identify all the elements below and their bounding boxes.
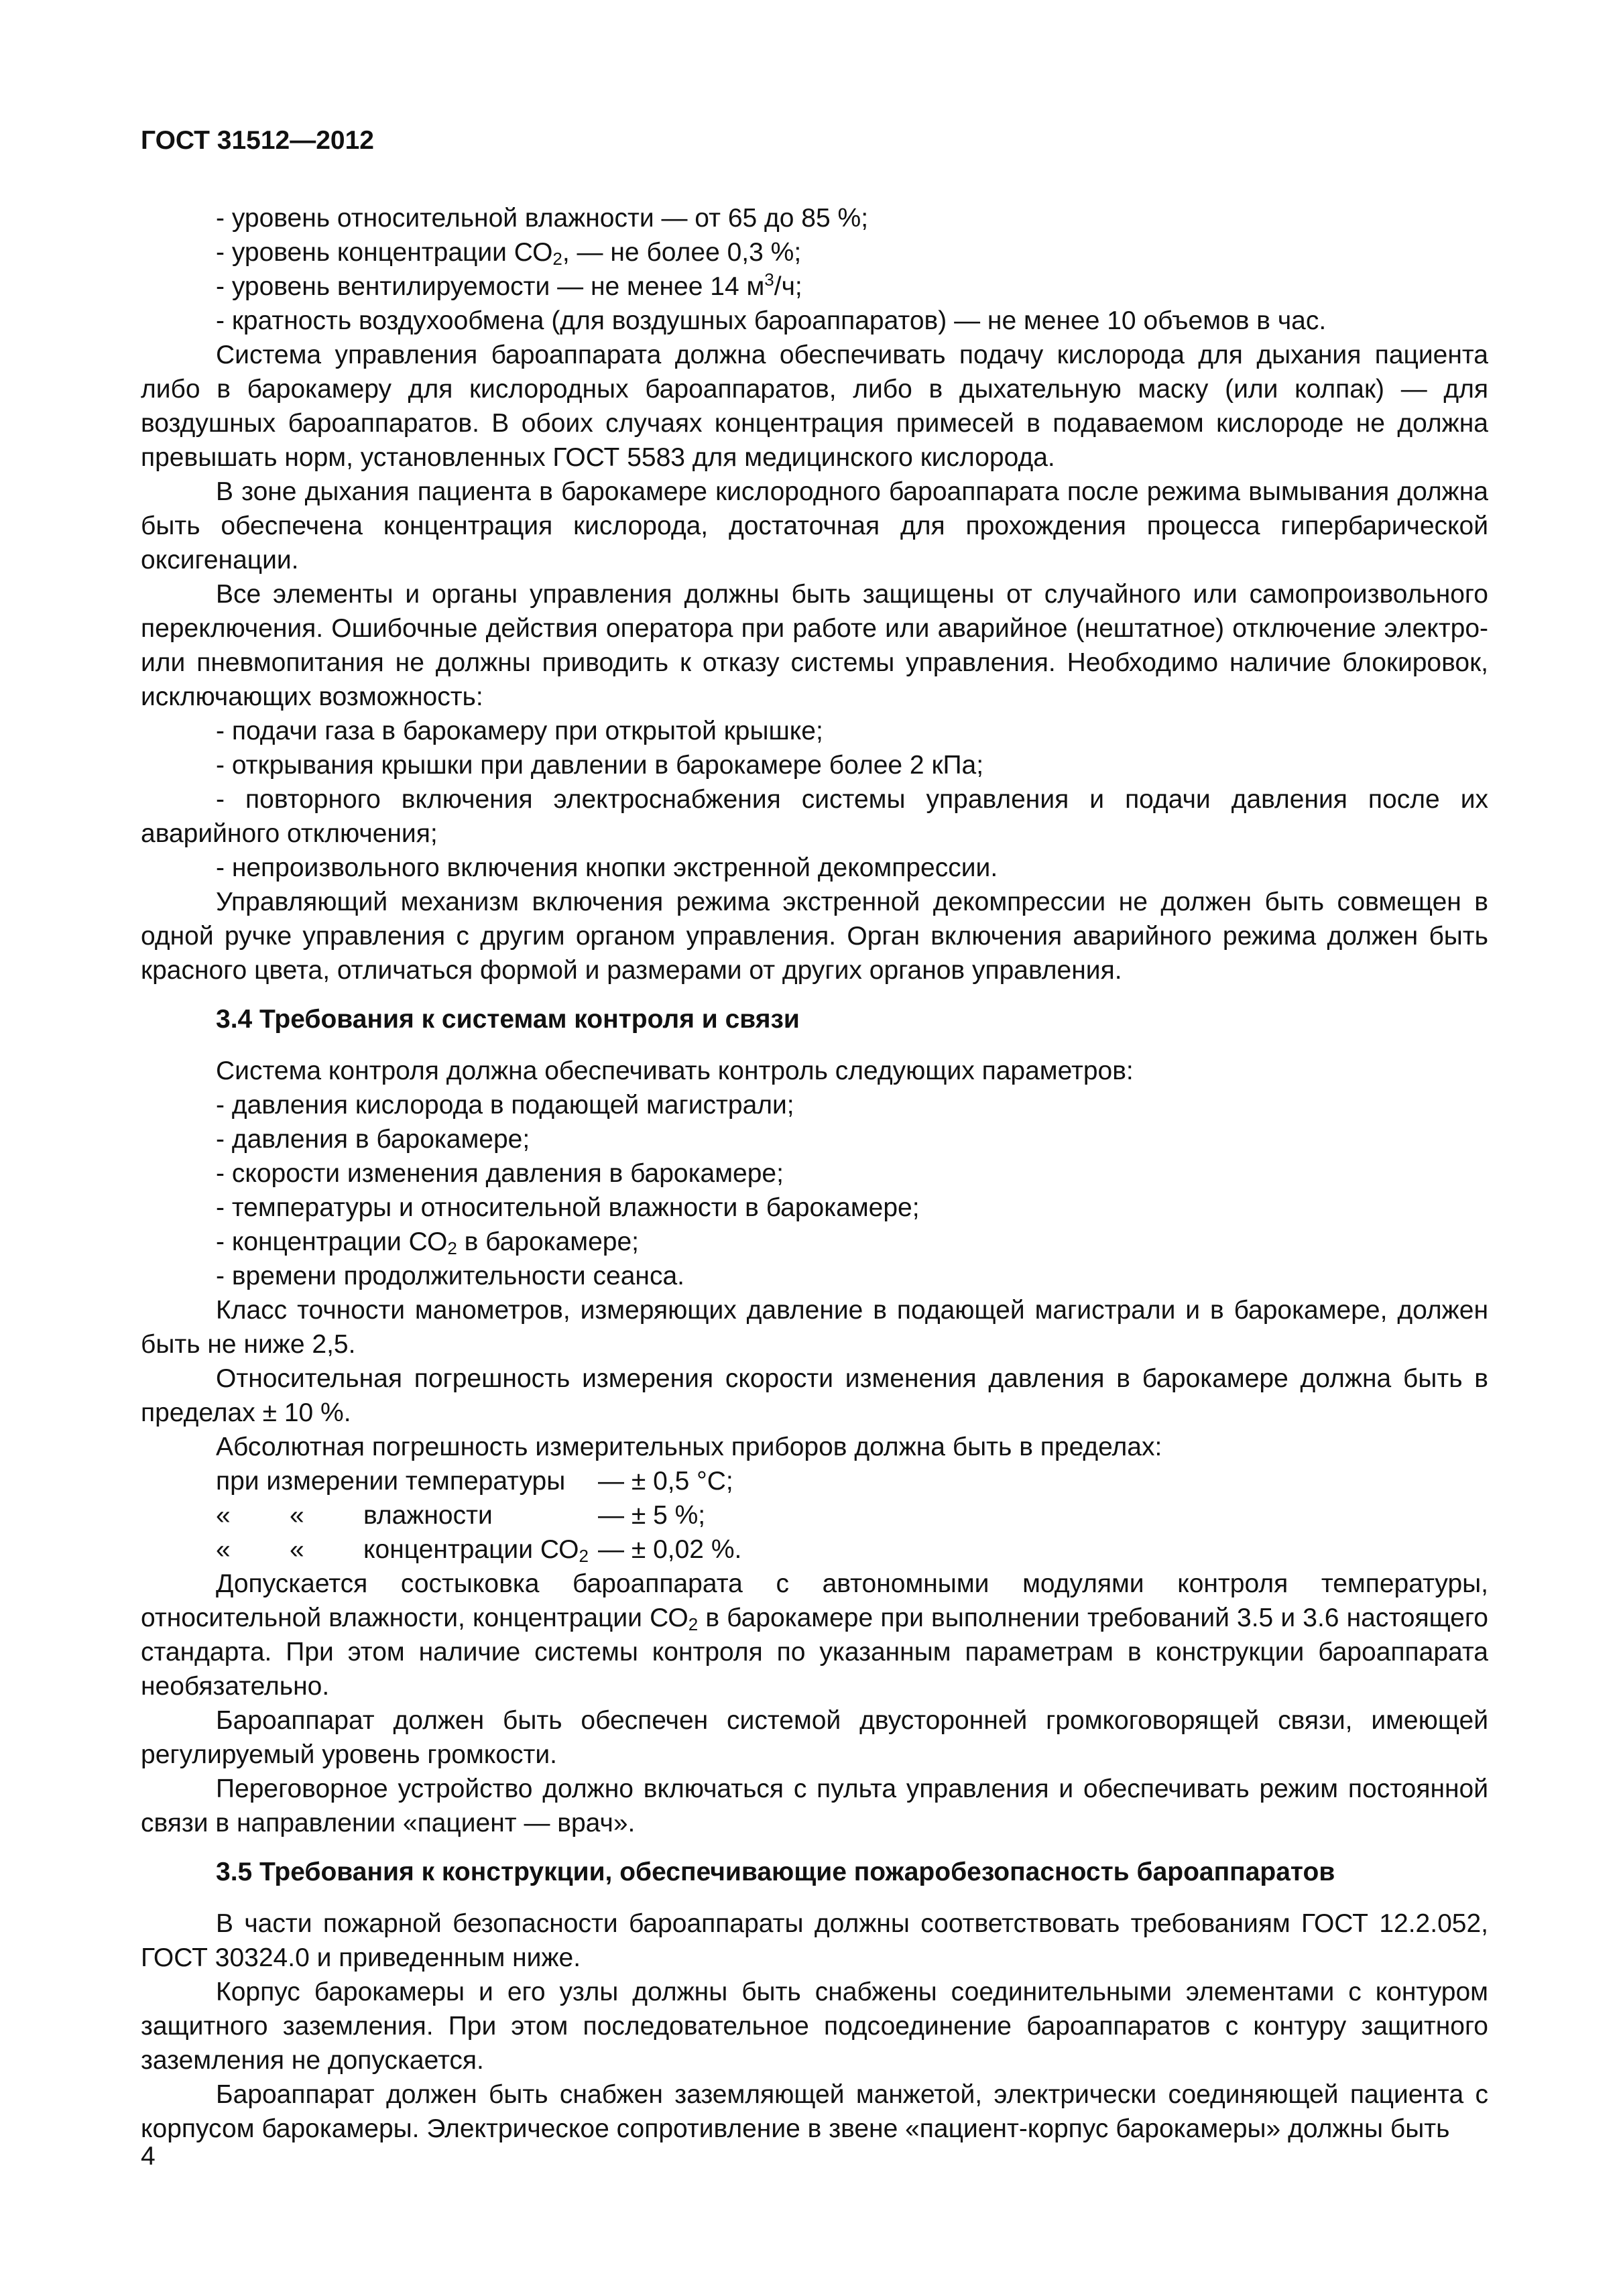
list-item: - давления в барокамере; <box>216 1125 530 1154</box>
list-item: - концентрации $СО_2$ в барокамере; <box>216 1227 640 1258</box>
list-item: - непроизвольного включения кнопки экстренной декомпрессии. <box>216 853 998 882</box>
document-body <box>141 201 1488 2146</box>
section-heading-3-4: 3.4 Требования к системам контроля и связи <box>216 1005 800 1034</box>
accuracy-row: при измерении температуры — ± 0,5 °С; <box>216 1467 733 1496</box>
paragraph: Все элементы и органы управления должны быть защищены от случайного или самопроизвольного переключения. Ошибочные действия оператора при работе или аварийное (нештатное) отключение электро- или пневмопитания не должны приводить к отказу системы управления. Необходимо наличие блокировок, исключающих возможность: <box>141 580 1488 711</box>
list-item: - скорости изменения давления в барокамере; <box>216 1159 784 1188</box>
list-item: - уровень вентилируемости — не менее 14 $м^3/ч$; <box>216 269 802 301</box>
list-item: - кратность воздухообмена (для воздушных бароаппаратов) — не менее 10 объемов в час. <box>216 306 1327 335</box>
list-item: - температуры и относительной влажности в барокамере; <box>216 1193 920 1222</box>
accuracy-row: « « влажности — ± 5 %; <box>216 1501 706 1530</box>
paragraph: В части пожарной безопасности бароаппараты должны соответствовать требованиям ГОСТ 12.2.052, ГОСТ 30324.0 и приведенным ниже. <box>141 1909 1488 1972</box>
list-item: - открывания крышки при давлении в барокамере более 2 кПа; <box>216 751 984 780</box>
page-number: 4 <box>141 2142 156 2171</box>
document-header: ГОСТ 31512—2012 <box>141 126 374 155</box>
paragraph: Система контроля должна обеспечивать контроль следующих параметров: <box>216 1056 1134 1085</box>
list-item: - подачи газа в барокамеру при открытой крышке; <box>216 717 823 745</box>
paragraph: Класс точности манометров, измеряющих давление в подающей магистрали и в барокамере, должен быть не ниже 2,5. <box>141 1296 1488 1359</box>
list-item: - давления кислорода в подающей магистрали; <box>216 1091 794 1120</box>
paragraph: Управляющий механизм включения режима экстренной декомпрессии не должен быть совмещен в одной ручке управления с другим органом управления. Орган включения аварийного режима должен быть красного цвета, отличаться формой и размерами от других органов управления. <box>141 888 1488 985</box>
paragraph: Допускается состыковка бароаппарата с автономными модулями контроля температуры, относительной влажности, концентрации $СО_2$ в барокамере при выполнении требований 3.5 и 3.6 настоящего стандарта. При этом наличие системы контроля по указанным параметрам в конструкции бароаппарата необязательно. <box>141 1569 1488 1701</box>
paragraph: В зоне дыхания пациента в барокамере кислородного бароаппарата после режима вымывания должна быть обеспечена концентрация кислорода, достаточная для прохождения процесса гипербарической оксигенации. <box>141 477 1488 575</box>
paragraph: Абсолютная погрешность измерительных приборов должна быть в пределах: <box>216 1433 1162 1461</box>
paragraph: Бароаппарат должен быть снабжен заземляющей манжетой, электрически соединяющей пациента с корпусом барокамеры. Электрическое сопротивление в звене «пациент-корпус барокамеры» должны быть <box>141 2080 1488 2143</box>
section-heading-3-5: 3.5 Требования к конструкции, обеспечивающие пожаробезопасность бароаппаратов <box>216 1858 1335 1886</box>
list-item: - времени продолжительности сеанса. <box>216 1262 684 1290</box>
paragraph: Система управления бароаппарата должна обеспечивать подачу кислорода для дыхания пациента либо в барокамеру для кислородных бароаппаратов, либо в дыхательную маску (или колпак) — для воздушных бароаппаратов. В обоих случаях концентрация примесей в подаваемом кислороде не должна превышать норм, установленных ГОСТ 5583 для медицинского кислорода. <box>141 341 1488 472</box>
list-item: - уровень концентрации $СО_2$, — не более 0,3 %; <box>216 238 802 269</box>
list-item: - повторного включения электроснабжения системы управления и подачи давления после их аварийного отключения; <box>141 785 1488 848</box>
accuracy-row: « « концентрации $СО_2$ — ± 0,02 %. <box>216 1535 742 1566</box>
paragraph: Относительная погрешность измерения скорости изменения давления в барокамере должна быть в пределах ± 10 %. <box>141 1364 1488 1427</box>
list-item: - уровень относительной влажности — от 65 до 85 %; <box>216 204 869 233</box>
paragraph: Корпус барокамеры и его узлы должны быть снабжены соединительными элементами с контуром защитного заземления. При этом последовательное подсоединение бароаппаратов с контуру защитного заземления не допускается. <box>141 1978 1488 2075</box>
paragraph: Бароаппарат должен быть обеспечен системой двусторонней громкоговорящей связи, имеющей регулируемый уровень громкости. <box>141 1706 1488 1769</box>
paragraph: Переговорное устройство должно включаться с пульта управления и обеспечивать режим постоянной связи в направлении «пациент — врач». <box>141 1774 1488 1837</box>
